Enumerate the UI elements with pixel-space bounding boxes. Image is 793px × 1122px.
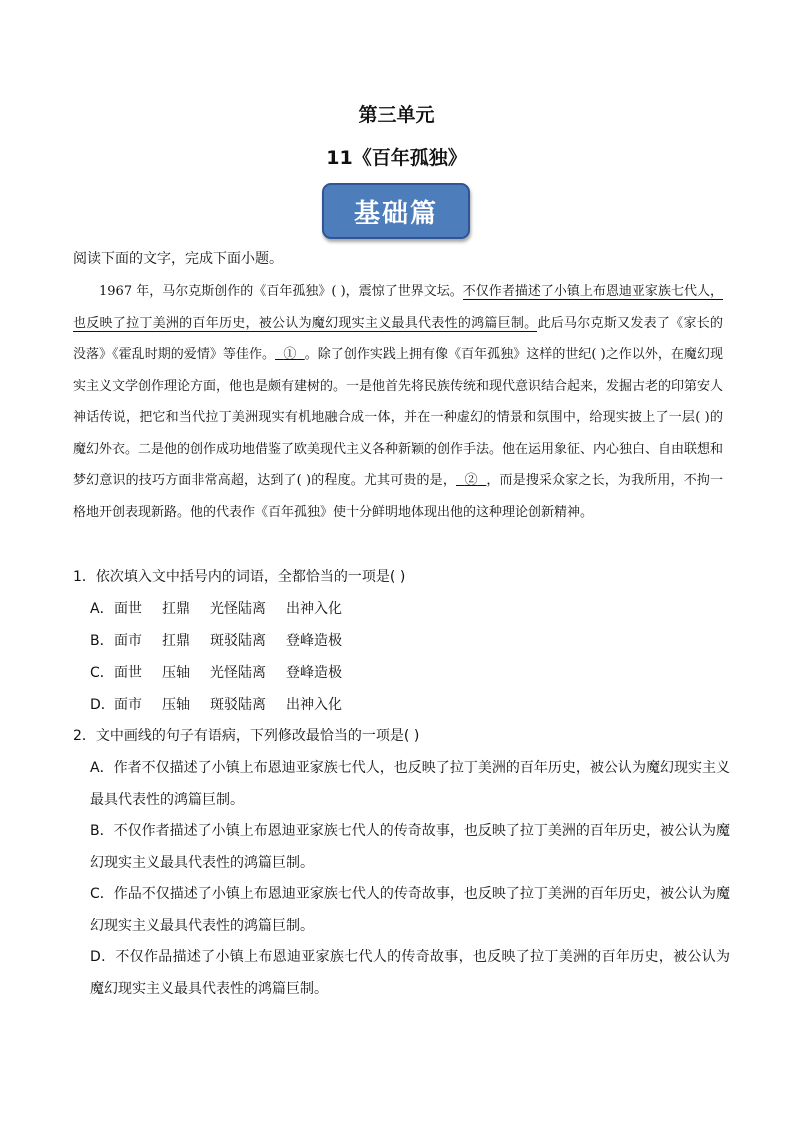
question-2-stem: 2．文中画线的句子有语病，下列修改最恰当的一项是( ): [73, 728, 420, 744]
underlined-sentence: 不仅作者描述了小镇上布恩迪亚家族七代人，也反映了拉丁美洲的百年历史，被公认为魔幻现实主义最具代表性的鸿篇巨制。: [73, 284, 723, 331]
section-badge: 基础篇: [322, 183, 470, 239]
option-d[interactable]: D．面市 压轴 斑驳陆离 出神入化: [90, 697, 342, 713]
passage-text: 1967 年，马尔克斯创作的《百年孤独》( )，震惊了世界文坛。: [99, 284, 463, 299]
blank-1: ①: [283, 347, 297, 362]
option-c[interactable]: C．作品不仅描述了小镇上布恩迪亚家族七代人的传奇故事，也反映了拉丁美洲的百年历史，被公认为魔幻现实主义最具代表性的鸿篇巨制。: [90, 886, 730, 934]
option-a[interactable]: A．作者不仅描述了小镇上布恩迪亚家族七代人，也反映了拉丁美洲的百年历史，被公认为魔幻现实主义最具代表性的鸿篇巨制。: [90, 760, 730, 808]
blank-2: ②: [464, 473, 478, 488]
reading-passage: [73, 276, 723, 528]
unit-title: 第三单元: [358, 104, 435, 126]
passage-text: 此后马尔克斯又发表了《家长的没落》《霍乱时期的爱情》等佳作。: [73, 315, 723, 362]
passage-text: 。除了创作实践上拥有像《百年孤独》这样的世纪( )之作以外，在魔幻现实主义文学创作理论方面，他也是颇有建树的。一是他首先将民族传统和现代意识结合起来，发掘古老的印第安人神话传说，把它和当代拉丁美洲现实有机地融合成一体，并在一种虚幻的情景和氛围中，给现实披上了一层( )的魔幻外衣。二是他的创作成功地借鉴了欧美现代主义各种新颖的创作手法。他在运用象征、内心独白、自由联想和梦幻意识的技巧方面非常高超，达到了( )的程度。尤其可贵的是，: [73, 347, 724, 488]
option-b[interactable]: B．面市 扛鼎 斑驳陆离 登峰造极: [90, 633, 342, 649]
option-b[interactable]: B．不仅作者描述了小镇上布恩迪亚家族七代人的传奇故事，也反映了拉丁美洲的百年历史，被公认为魔幻现实主义最具代表性的鸿篇巨制。: [90, 823, 730, 871]
option-d[interactable]: D．不仅作品描述了小镇上布恩迪亚家族七代人的传奇故事，也反映了拉丁美洲的百年历史，被公认为魔幻现实主义最具代表性的鸿篇巨制。: [90, 949, 730, 997]
option-c[interactable]: C．面世 压轴 光怪陆离 登峰造极: [90, 665, 342, 681]
question-1-stem: 1．依次填入文中括号内的词语，全都恰当的一项是( ): [73, 569, 406, 585]
reading-instruction: 阅读下面的文字，完成下面小题。: [73, 251, 283, 267]
question-1-options: [90, 593, 730, 721]
passage-paragraph: [73, 276, 723, 528]
passage-text: ，而是搜采众家之长，为我所用，不拘一格地开创表现新路。他的代表作《百年孤独》使十分鲜明地体现出他的这种理论创新精神。: [73, 473, 724, 520]
lesson-title: 11《百年孤独》: [326, 147, 467, 169]
option-a[interactable]: A．面世 扛鼎 光怪陆离 出神入化: [90, 601, 342, 617]
question-2-options: [90, 753, 730, 1005]
